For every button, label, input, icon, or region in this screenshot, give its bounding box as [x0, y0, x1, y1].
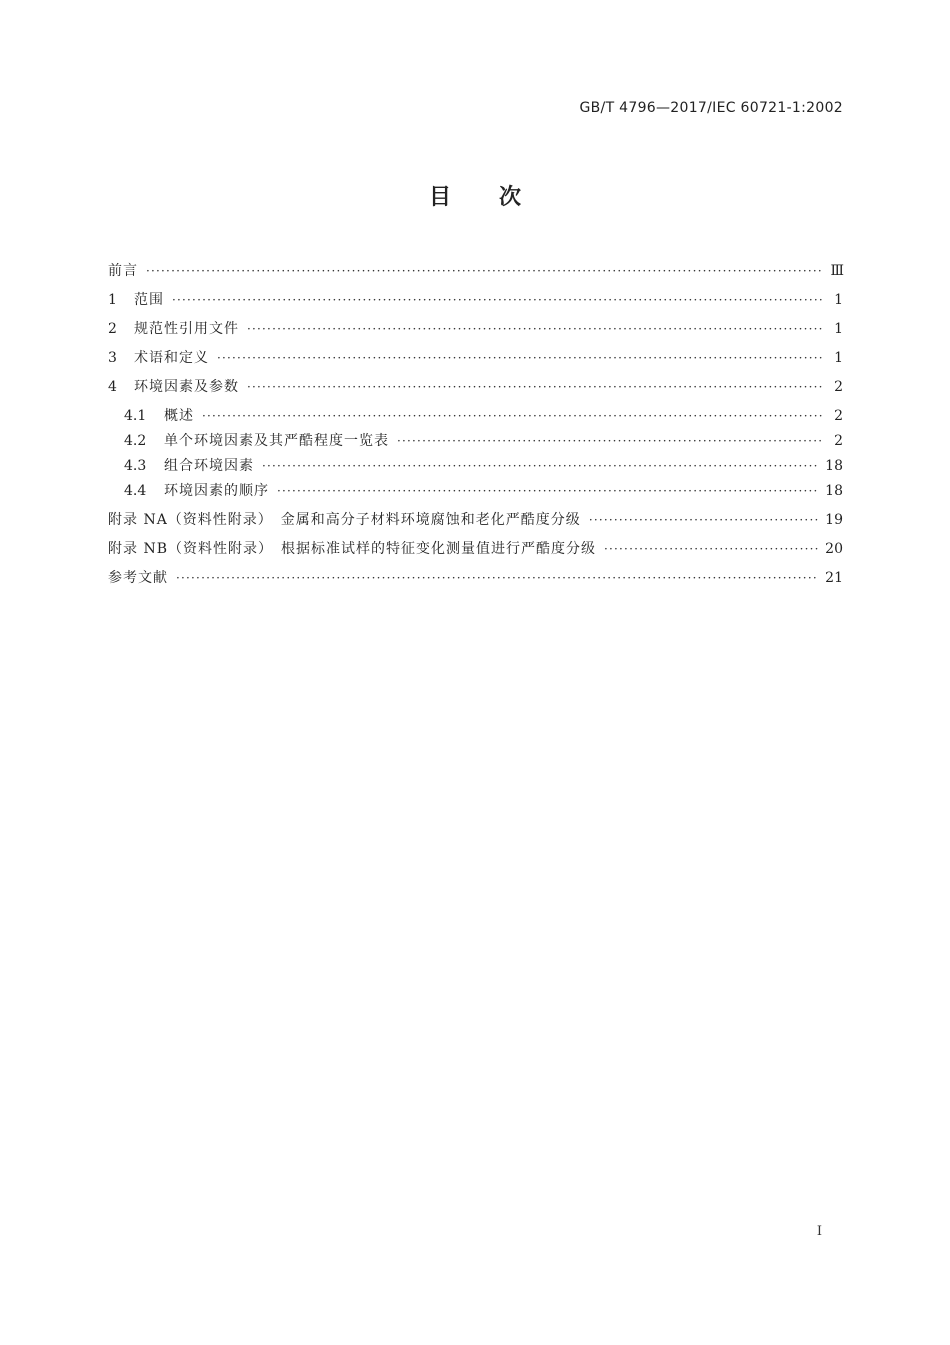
toc-number: 4.2	[124, 433, 147, 449]
toc-number: 2	[108, 321, 117, 337]
toc-entry-annex-na[interactable]	[108, 511, 843, 540]
toc-entry-normative-references[interactable]	[108, 320, 843, 349]
toc-number: 4	[108, 379, 117, 395]
page-title: 目次	[428, 185, 569, 210]
toc-number: 3	[108, 350, 117, 366]
toc-label: 环境因素及参数	[134, 379, 239, 395]
toc-label: 术语和定义	[134, 350, 209, 366]
toc-leader-dots	[262, 457, 819, 475]
toc-leader-dots	[202, 407, 823, 425]
toc-entry-4-1[interactable]	[108, 407, 843, 432]
toc-leader-dots	[217, 349, 823, 367]
toc-leader-dots	[589, 511, 819, 529]
toc-entry-4-4[interactable]	[108, 482, 843, 507]
toc-leader-dots	[247, 378, 823, 396]
toc-entry-scope[interactable]	[108, 291, 843, 320]
toc-number: 4.4	[124, 483, 147, 499]
toc-entry-4-2[interactable]	[108, 432, 843, 457]
toc-leader-dots	[247, 320, 823, 338]
toc-label: 附录 NA（资料性附录） 金属和高分子材料环境腐蚀和老化严酷度分级	[108, 512, 581, 528]
toc-entry-4-3[interactable]	[108, 457, 843, 482]
toc-leader-dots	[277, 482, 819, 500]
toc-page: 1	[834, 292, 843, 308]
table-of-contents	[108, 258, 843, 598]
toc-page: 18	[825, 458, 843, 474]
toc-label: 单个环境因素及其严酷程度一览表	[164, 433, 389, 449]
toc-leader-dots	[146, 262, 823, 280]
toc-page: 1	[834, 321, 843, 337]
toc-leader-dots	[172, 291, 823, 309]
toc-page: 21	[825, 570, 843, 586]
toc-label: 环境因素的顺序	[164, 483, 269, 499]
toc-label: 附录 NB（资料性附录） 根据标准试样的特征变化测量值进行严酷度分级	[108, 541, 596, 557]
standard-code: GB/T 4796—2017/IEC 60721-1:2002	[579, 100, 843, 116]
toc-leader-dots	[397, 432, 823, 450]
toc-number: 4.1	[124, 408, 147, 424]
toc-label: 概述	[164, 408, 194, 424]
toc-number: 1	[108, 292, 117, 308]
toc-entry-annex-nb[interactable]	[108, 540, 843, 569]
toc-number: 4.3	[124, 458, 147, 474]
toc-entry-bibliography[interactable]	[108, 569, 843, 598]
toc-label: 前言	[108, 263, 138, 279]
toc-label: 组合环境因素	[164, 458, 254, 474]
toc-entry-environmental-factors[interactable]	[108, 378, 843, 407]
toc-label: 参考文献	[108, 570, 168, 586]
toc-page: 2	[834, 408, 843, 424]
toc-entry-foreword[interactable]	[108, 262, 843, 291]
toc-page: Ⅲ	[830, 263, 843, 279]
toc-label: 范围	[134, 292, 164, 308]
toc-page: 2	[834, 433, 843, 449]
toc-label: 规范性引用文件	[134, 321, 239, 337]
toc-leader-dots	[604, 540, 819, 558]
toc-page: 20	[825, 541, 843, 557]
toc-page: 18	[825, 483, 843, 499]
toc-page: 2	[834, 379, 843, 395]
toc-entry-terms-definitions[interactable]	[108, 349, 843, 378]
toc-page: 19	[825, 512, 843, 528]
toc-leader-dots	[176, 569, 819, 587]
toc-page: 1	[834, 350, 843, 366]
page-number: Ⅰ	[816, 1224, 822, 1239]
